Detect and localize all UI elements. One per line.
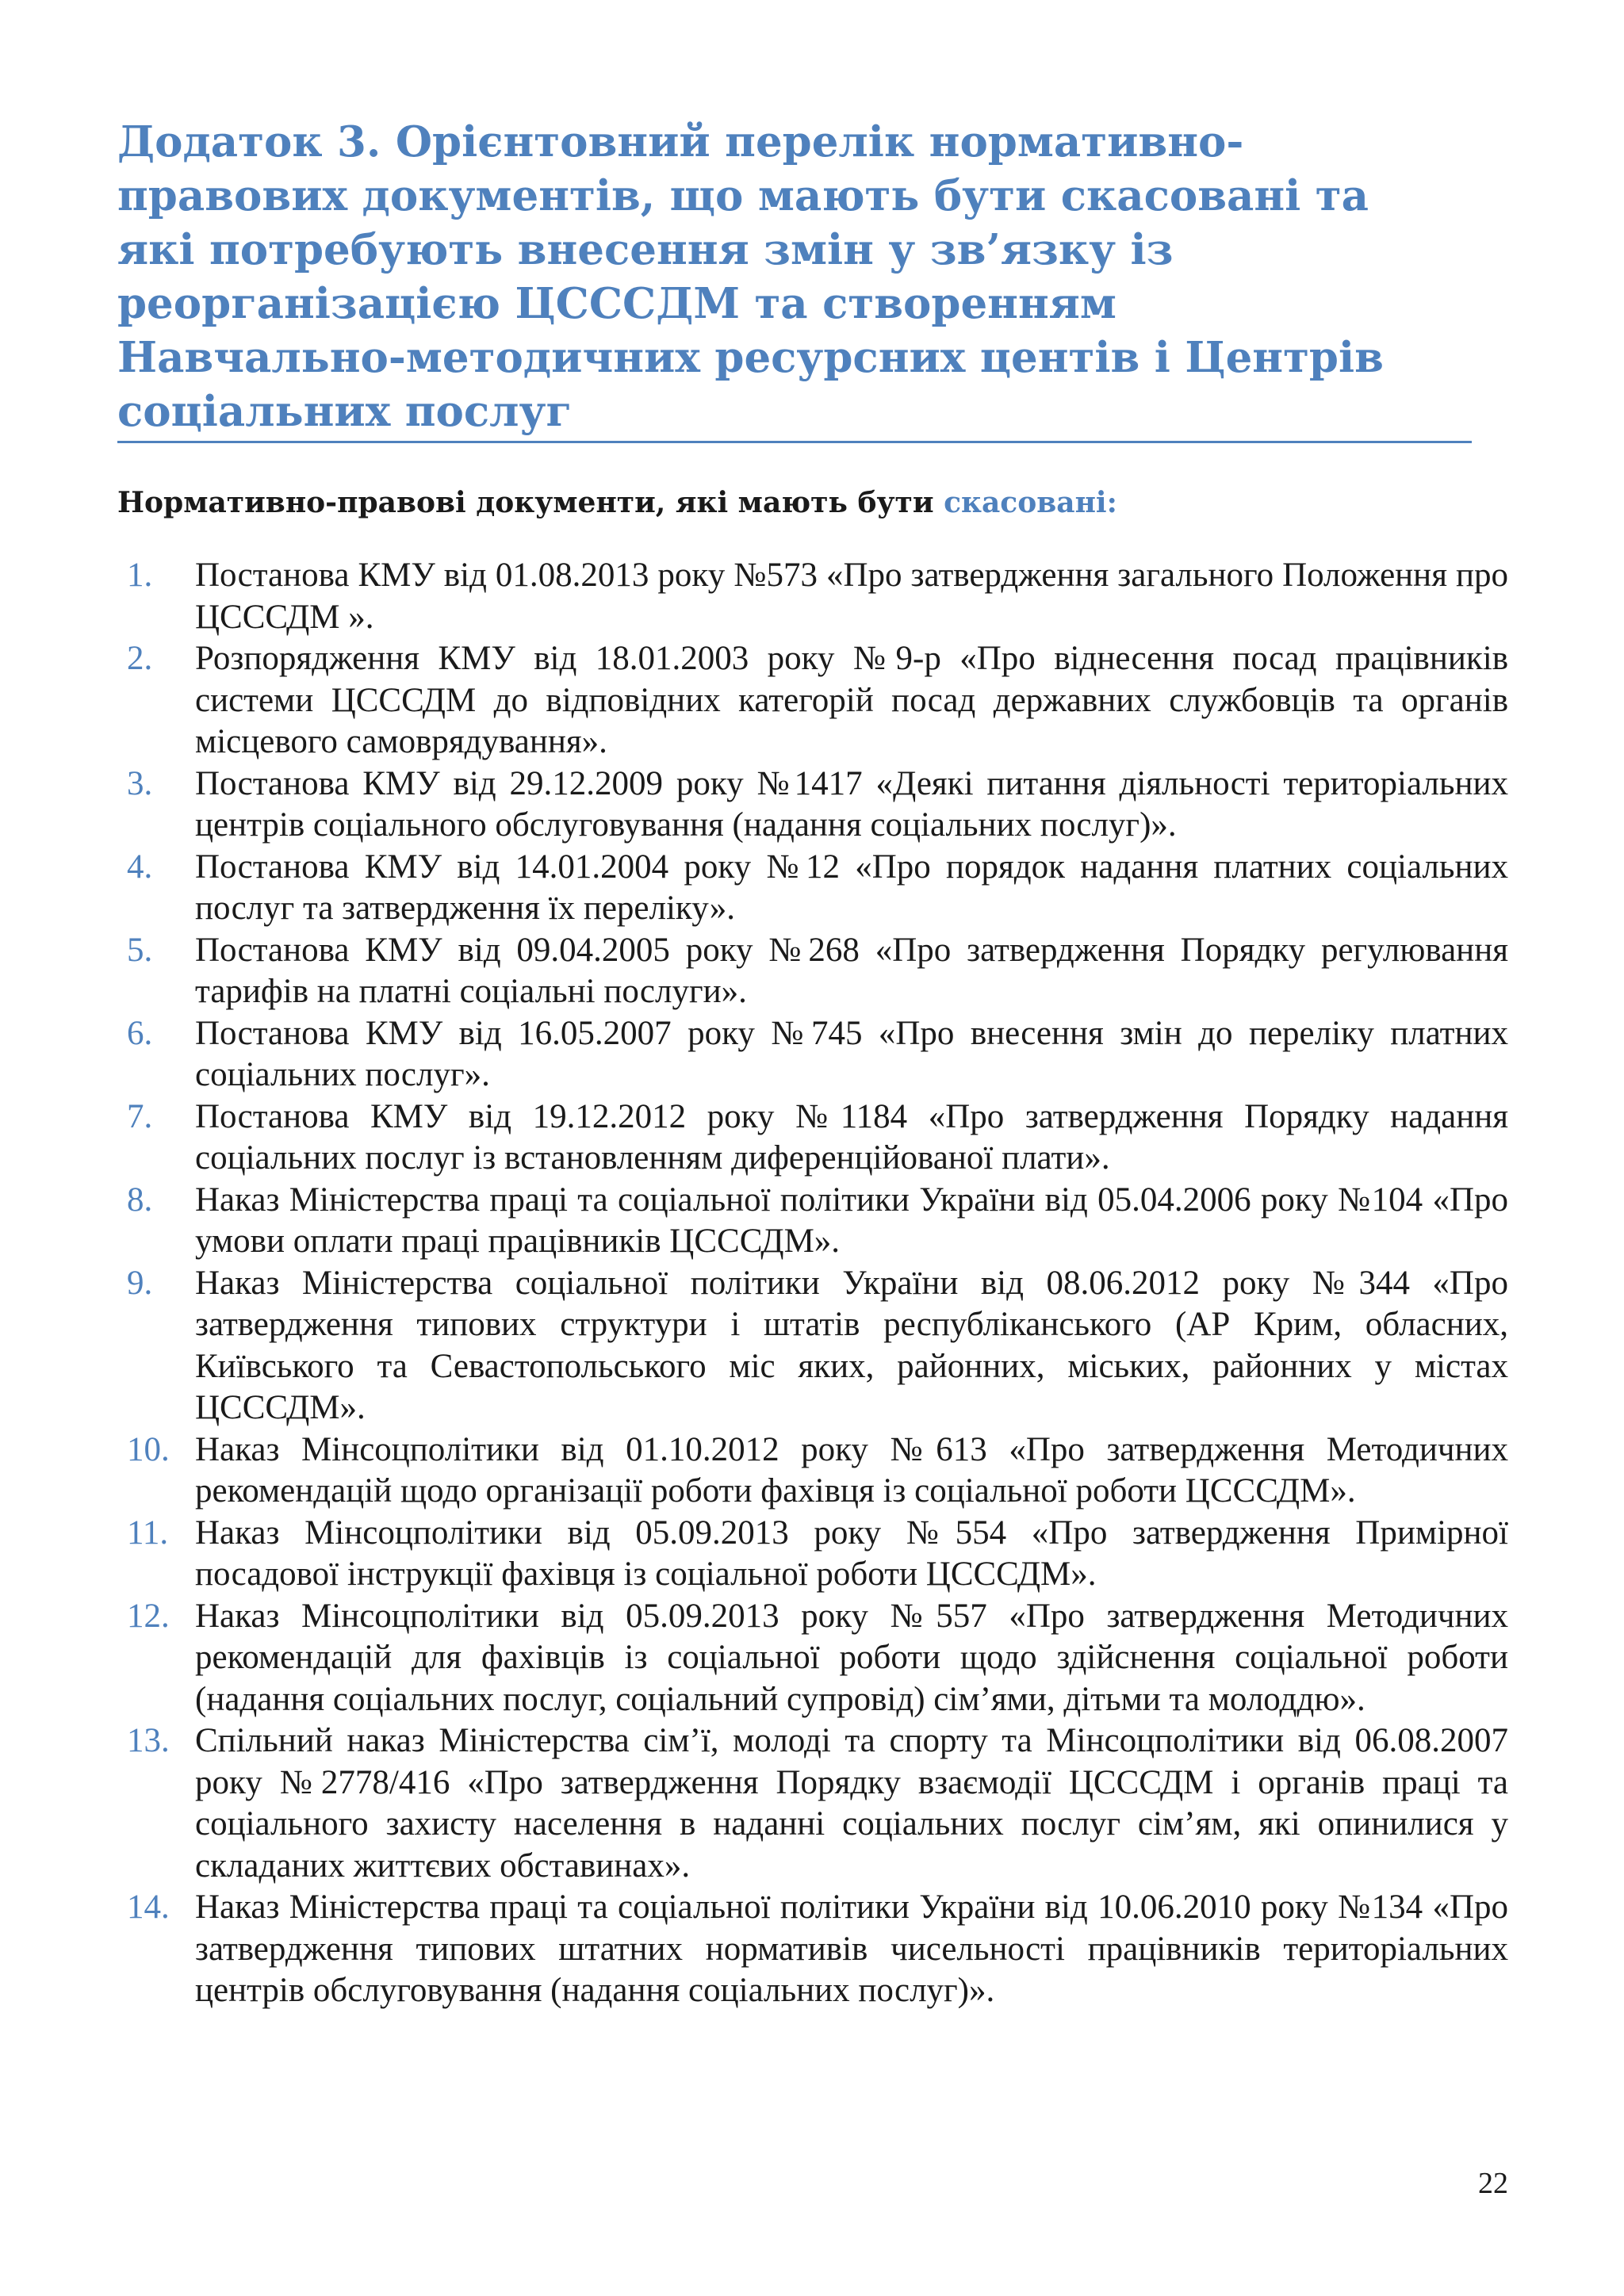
list-item-number: 10.	[127, 1430, 170, 1468]
list-item	[117, 1596, 1508, 1721]
page-title: Додаток 3. Орієнтовний перелік нормативно-правових документів, що мають бути скасовані та які потребують внесення змін у зв’язку із реорганізацією ЦСССДМ та створенням Навчально-методичних ресурсних центів і Центрів соціальних послуг	[117, 117, 1384, 436]
list-item-number: 9.	[127, 1264, 153, 1302]
list-item-text: Розпорядження КМУ від 18.01.2003 року №9-р «Про віднесення посад працівників системи ЦСССДМ до відповідних категорій посад державних службовців та органів місцевого самоврядування».	[195, 640, 1508, 760]
list-item	[117, 1513, 1508, 1596]
list-item-number: 6.	[127, 1014, 153, 1052]
list-item	[117, 930, 1508, 1013]
list-item-text: Наказ Міністерства праці та соціальної політики України від 10.06.2010 року №134 «Про затвердження типових штатних нормативів чисельності працівників територіальних центрів обслуговування (надання соціальних послуг)».	[195, 1888, 1508, 2009]
list-item	[117, 1887, 1508, 2012]
list-item-number: 8.	[127, 1181, 153, 1219]
list-item-number: 12.	[127, 1597, 170, 1635]
list-item-text: Наказ Мінсоцполітики від 05.09.2013 року №554 «Про затвердження Примірної посадової інструкції фахівця із соціальної роботи ЦСССДМ».	[195, 1513, 1508, 1593]
list-item-number: 1.	[127, 557, 153, 594]
list-item	[117, 1720, 1508, 1887]
list-item-text: Наказ Мінсоцполітики від 01.10.2012 року №613 «Про затвердження Методичних рекомендацій щодо організації роботи фахівця із соціальної роботи ЦСССДМ».	[195, 1430, 1508, 1510]
section-heading-accent: скасовані:	[944, 486, 1117, 519]
list-item	[117, 555, 1508, 638]
list-item	[117, 638, 1508, 763]
list-item-number: 3.	[127, 764, 153, 802]
list-item-number: 7.	[127, 1097, 153, 1135]
list-item	[117, 847, 1508, 930]
list-item-text: Постанова КМУ від 19.12.2012 року №1184 «Про затвердження Порядку надання соціальних послуг із встановленням диференційованої плати».	[195, 1097, 1508, 1177]
list-item-text: Постанова КМУ від 09.04.2005 року №268 «Про затвердження Порядку регулювання тарифів на платні соціальні послуги».	[195, 931, 1508, 1010]
list-item-number: 5.	[127, 931, 153, 969]
list-item	[117, 1263, 1508, 1429]
list-item-number: 13.	[127, 1722, 170, 1759]
list-item-number: 2.	[127, 640, 153, 677]
list-item	[117, 1096, 1508, 1180]
list-item-number: 14.	[127, 1888, 170, 1926]
list-item	[117, 1429, 1508, 1513]
document-list	[117, 555, 1508, 2012]
section-heading-prefix: Нормативно-правові документи, які мають бути	[117, 486, 944, 519]
list-item-text: Постанова КМУ від 01.08.2013 року №573 «Про затвердження загального Положення про ЦСССДМ ».	[195, 557, 1508, 636]
list-item-number: 4.	[127, 848, 153, 886]
title-divider	[117, 441, 1472, 443]
list-item-text: Спільний наказ Міністерства сім’ї, молоді та спорту та Мінсоцполітики від 06.08.2007 року №2778/416 «Про затвердження Порядку взаємодії ЦСССДМ і органів праці та соціального захисту населення в наданні соціальних послуг сім’ям, які опинилися у складаних життєвих обставинах».	[195, 1722, 1508, 1885]
list-item	[117, 1013, 1508, 1096]
list-item-text: Наказ Мінсоцполітики від 05.09.2013 року №557 «Про затвердження Методичних рекомендацій для фахівців із соціальної роботи щодо здійснення соціальної роботи (надання соціальних послуг, соціальний супровід) сім’ями, дітьми та молоддю».	[195, 1597, 1508, 1718]
list-item-text: Постанова КМУ від 16.05.2007 року №745 «Про внесення змін до переліку платних соціальних послуг».	[195, 1014, 1508, 1093]
list-item-text: Наказ Міністерства праці та соціальної політики України від 05.04.2006 року №104 «Про умови оплати праці працівників ЦСССДМ».	[195, 1181, 1508, 1260]
list-item-text: Постанова КМУ від 14.01.2004 року №12 «Про порядок надання платних соціальних послуг та затвердження їх переліку».	[195, 848, 1508, 927]
list-item	[117, 1180, 1508, 1263]
section-heading	[117, 480, 1117, 525]
list-item-text: Наказ Міністерства соціальної політики України від 08.06.2012 року №344 «Про затвердження типових структури і штатів республіканського (АР Крим, обласних, Київського та Севастопольського міс яких, районних, міських, районних у містах ЦСССДМ».	[195, 1264, 1508, 1426]
list-item	[117, 763, 1508, 847]
list-item-number: 11.	[127, 1513, 169, 1552]
page-number: 22	[1478, 2167, 1508, 2200]
list-item-text: Постанова КМУ від 29.12.2009 року №1417 «Деякі питання діяльності територіальних центрів соціального обслуговування (надання соціальних послуг)».	[195, 764, 1508, 844]
